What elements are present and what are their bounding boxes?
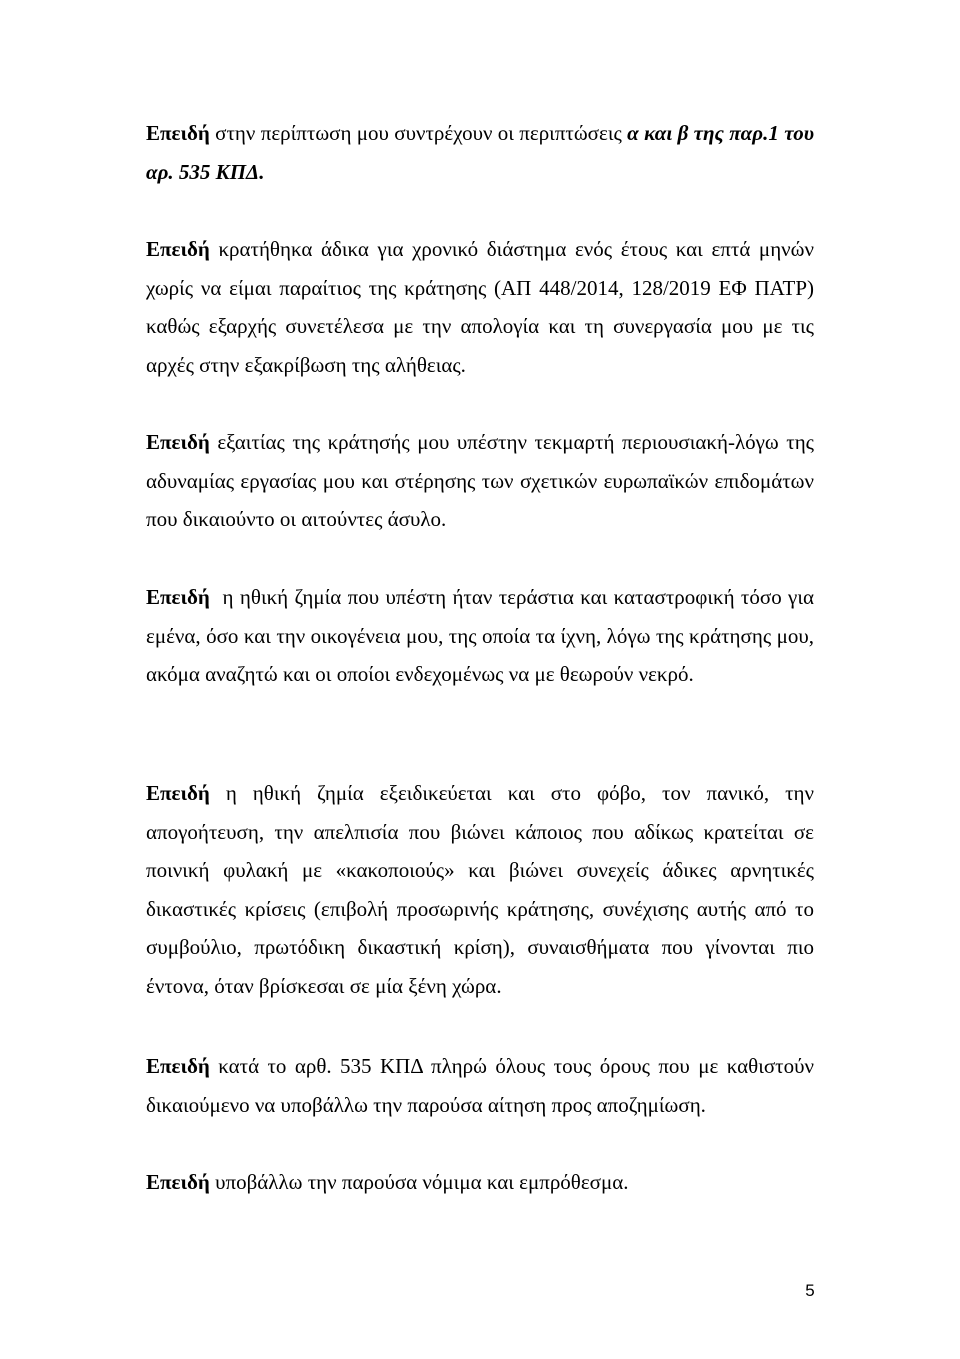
paragraph-lead: Επειδή (146, 430, 210, 454)
paragraph-text: η ηθική ζημία εξειδικεύεται και στο φόβο, τον πανικό, την απογοήτευση, την απελπισία που βιώνει κάποιος που αδίκως κρατείται σε ποινική φυλακή με «κακοποιούς» και βιώνει συνεχείς άδικες αρνητικές δικαστικές κρίσεις (επιβολή προσωρινής κράτησης, συνέχισης αυτής από το συμβούλιο, πρωτόδικη δικαστική κρίση), συναισθήματα που γίνονται πιο έντονα, όταν βρίσκεσαι σε μία ξένη χώρα. (146, 781, 814, 998)
paragraph-text: η ηθική ζημία που υπέστη ήταν τεράστια και καταστροφική τόσο για εμένα, όσο και την οικογένεια μου, της οποία τα ίχνη, λόγω της κράτησης μου, ακόμα αναζητώ και οι οποίοι ενδεχομένως να με θεωρούν νεκρό. (146, 585, 820, 686)
paragraph-text: υποβάλλω την παρούσα νόμιμα και εμπρόθεσμα. (209, 1170, 629, 1194)
paragraph-lead: Επειδή (146, 585, 210, 609)
page-number: 5 (805, 1281, 815, 1300)
paragraph-text: στην περίπτωση μου συντρέχουν οι περιπτώσεις (209, 121, 628, 145)
paragraph-lead: Επειδή (146, 121, 210, 145)
paragraph-2 (146, 230, 814, 384)
paragraph-3 (146, 423, 814, 539)
paragraph-text: κατά το αρθ. 535 ΚΠΔ πληρώ όλους τους όρους που με καθιστούν δικαιούμενο να υποβάλλω την παρούσα αίτηση προς αποζημίωση. (146, 1054, 814, 1117)
paragraph-lead: Επειδή (146, 1054, 210, 1078)
paragraph-text: κρατήθηκα άδικα για χρονικό διάστημα ενός έτους και επτά μηνών χωρίς να είμαι παραίτιος της κράτησης (ΑΠ 448/2014, 128/2019 ΕΦ ΠΑΤΡ) καθώς εξαρχής συνετέλεσα με την απολογία και τη συνεργασία μου με τις αρχές στην εξακρίβωση της αλήθειας. (146, 237, 814, 377)
legal-reference: α και β της παρ.1 του αρ. 535 ΚΠΔ. (146, 121, 814, 184)
paragraph-4 (146, 578, 820, 694)
paragraph-7 (146, 1163, 814, 1202)
paragraph-lead: Επειδή (146, 237, 210, 261)
paragraph-6 (146, 1047, 814, 1124)
paragraph-lead: Επειδή (146, 1170, 210, 1194)
paragraph-1 (146, 114, 814, 191)
paragraph-5 (146, 774, 814, 1005)
paragraph-text: εξαιτίας της κράτησής μου υπέστην τεκμαρτή περιουσιακή-λόγω της αδυναμίας εργασίας μου και στέρησης των σχετικών ευρωπαϊκών επιδομάτων που δικαιούντο οι αιτούντες άσυλο. (146, 430, 814, 531)
paragraph-lead: Επειδή (146, 781, 210, 805)
